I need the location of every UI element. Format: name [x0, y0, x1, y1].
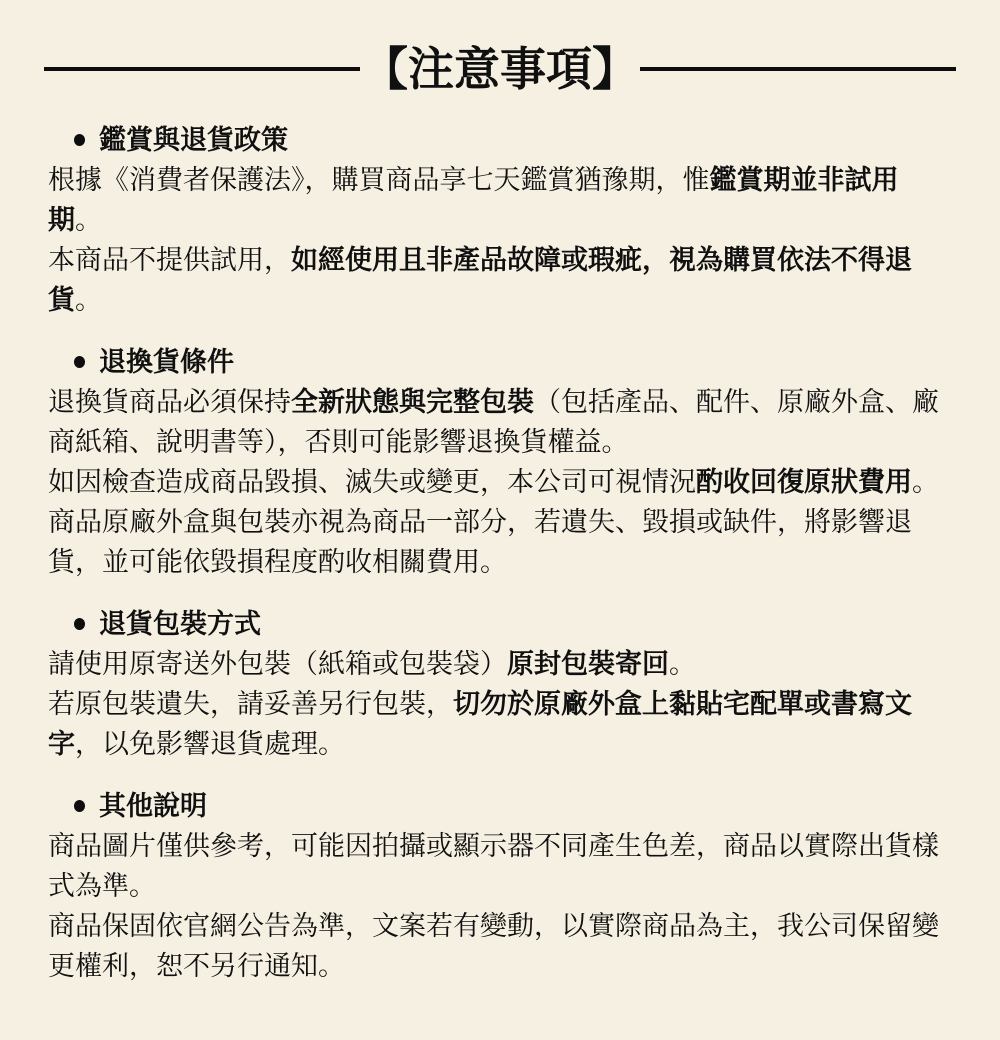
text-segment: 商品原廠外盒與包裝亦視為商品一部分，若遺失、毀損或缺件，將影響退貨，並可能依毀損程度酌收相關費用。: [48, 507, 912, 577]
text-segment: 全新狀態與完整包裝: [291, 387, 534, 417]
text-segment: 本商品不提供試用，: [48, 245, 291, 275]
text-segment: 。: [669, 649, 696, 679]
paragraph: [48, 382, 952, 462]
text-segment: 。: [75, 205, 102, 235]
notice-title-row: [44, 40, 956, 98]
bullet-icon: [74, 134, 85, 146]
paragraph: [48, 684, 952, 764]
paragraph: [48, 826, 952, 906]
paragraph: [48, 160, 952, 240]
section-heading: 退貨包裝方式: [99, 609, 261, 639]
paragraph: [48, 240, 952, 320]
text-segment: 。: [75, 285, 102, 315]
title-rule-right: [640, 67, 956, 71]
section-heading: 退換貨條件: [99, 347, 234, 377]
bullet-icon: [74, 356, 85, 368]
text-segment: 原封包裝寄回: [507, 649, 669, 679]
text-segment: ，以免影響退貨處理。: [75, 729, 345, 759]
section-1: [48, 120, 952, 320]
text-segment: 根據《消費者保護法》，購買商品享七天鑑賞猶豫期，惟: [48, 165, 710, 195]
paragraph: [48, 462, 952, 502]
text-segment: 鑑賞期並非試用期: [48, 165, 899, 235]
text-segment: 商品保固依官網公告為準，文案若有變動，以實際商品為主，我公司保留變更權利，恕不另行通知。: [48, 911, 939, 981]
text-segment: 。: [912, 467, 939, 497]
section-3: [48, 604, 952, 764]
text-segment: 退換貨商品必須保持: [48, 387, 291, 417]
text-segment: 請使用原寄送外包裝（紙箱或包裝袋）: [48, 649, 507, 679]
paragraph: [48, 502, 952, 582]
page-title: 【注意事項】: [362, 43, 638, 95]
text-segment: 切勿於原廠外盒上黏貼宅配單或書寫文字: [48, 689, 912, 759]
text-segment: 如因檢查造成商品毀損、滅失或變更，本公司可視情況: [48, 467, 696, 497]
text-segment: 酌收回復原狀費用: [696, 467, 912, 497]
section-heading: 鑑賞與退貨政策: [99, 125, 288, 155]
text-segment: 如經使用且非產品故障或瑕疵，視為購買依法不得退貨: [48, 245, 912, 315]
title-rule-left: [44, 67, 360, 71]
paragraph: [48, 906, 952, 986]
section-2: [48, 342, 952, 582]
text-segment: （包括產品、配件、原廠外盒、廠商紙箱、說明書等），否則可能影響退換貨權益。: [48, 387, 939, 457]
notice-sections: [0, 120, 1000, 986]
section-heading-row: [48, 604, 952, 644]
bullet-icon: [74, 800, 85, 812]
section-heading-row: [48, 342, 952, 382]
bullet-icon: [74, 618, 85, 630]
text-segment: 商品圖片僅供參考，可能因拍攝或顯示器不同產生色差，商品以實際出貨樣式為準。: [48, 831, 939, 901]
section-4: [48, 786, 952, 986]
section-heading: 其他說明: [99, 791, 207, 821]
paragraph: [48, 644, 952, 684]
section-heading-row: [48, 786, 952, 826]
text-segment: 若原包裝遺失，請妥善另行包裝，: [48, 689, 453, 719]
section-heading-row: [48, 120, 952, 160]
